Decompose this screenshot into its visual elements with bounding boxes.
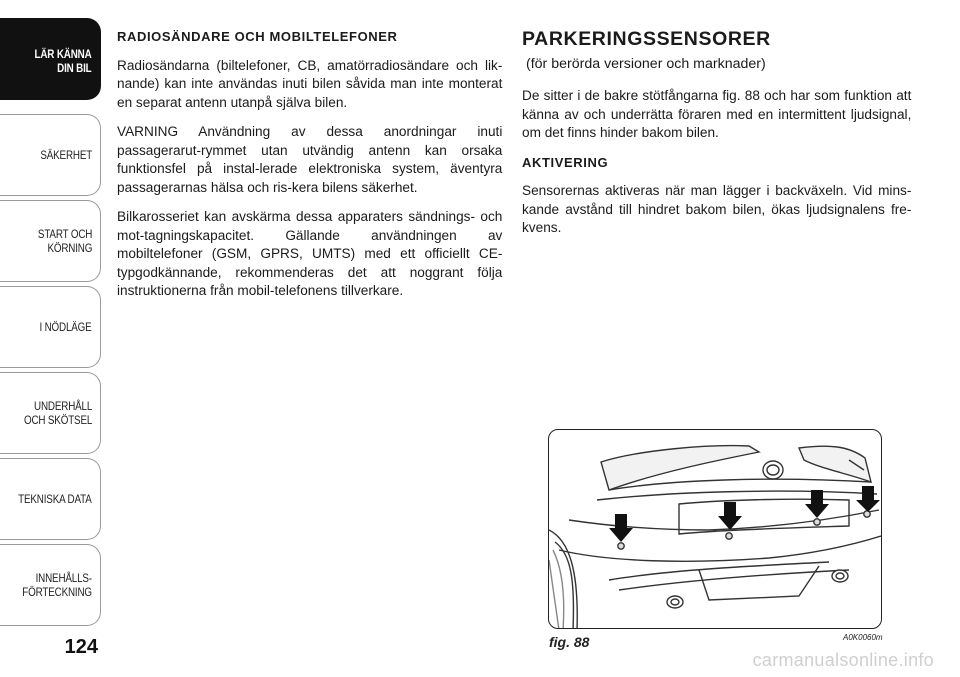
tab-label: LÄR KÄNNA DIN BIL [34,47,92,75]
figure-88 [548,429,882,629]
tab-label: SÄKERHET [40,148,92,162]
paragraph: Bilkarosseriet kan avskärma dessa apparaters sändnings- och mot-tagningskapacitet. Gällande användningen av mobiltelefoner (GSM, GPRS, UMTS) med ett officiellt CE-typgodkännande, rekommenderas det att noggrant följa instruktionerna från mobil-telefonens tillverkare. [117,209,503,299]
arrow-down-icon [805,490,829,518]
tab-label: START OCH KÖRNING [37,227,92,255]
arrow-down-icon [856,486,880,512]
availability-note: (för berörda versioner och marknader) [526,55,766,72]
tab-lar-kanna-din-bil[interactable] [0,18,101,100]
page-number: 124 [64,636,98,658]
paragraph: De sitter i de bakre stötfångarna fig. 88 och har som funktion att känna av och underrätta föraren med en intermittent ljudsignal, om det finns hinder bakom bilen. [522,88,912,141]
tab-label: I NÖDLÄGE [39,320,92,334]
tab-label: UNDERHÅLL OCH SKÖTSEL [23,399,92,427]
sub-heading-activation: AKTIVERING [522,154,609,170]
figure-code: A0K0060m [843,633,883,642]
section-heading-parking-sensors: PARKERINGSSENSORER [522,28,771,50]
paragraph: Sensorernas aktiveras när man lägger i backväxeln. Vid mins-kande avstånd till hindret bakom bilen, ökas ljudsignalens fre-kvens. [522,183,912,236]
right-column [522,28,912,249]
tab-label: TEKNISKA DATA [18,492,92,506]
tab-underhall-och-skotsel[interactable] [0,372,101,454]
watermark: carmanualsonline.info [752,650,934,670]
left-column [117,28,503,312]
tab-label: INNEHÅLLS- FÖRTECKNING [22,571,92,599]
tab-tekniska-data[interactable] [0,458,101,540]
tab-i-nodlage[interactable] [0,286,101,368]
warning-paragraph: VARNING Användning av dessa anordningar inuti passagerarut-rymmet utan utvändig antenn kan orsaka funktionsfel på instal-lerade elektroniska system, äventyra passagerarnas hälsa och ris-kera bilens säkerhet. [117,124,503,196]
section-heading-radio: RADIOSÄNDARE OCH MOBILTELEFONER [117,29,398,44]
tab-start-och-korning[interactable] [0,200,101,282]
arrow-down-icon [718,502,742,530]
car-rear-illustration [549,430,882,629]
arrow-down-icon [609,514,633,542]
paragraph: Radiosändarna (biltelefoner, CB, amatörradiosändare och lik-nande) kan inte användas inuti bilen såvida man inte monterat en separat antenn utanpå själva bilen. [117,57,503,111]
figure-label: fig. 88 [549,634,590,650]
tab-sakerhet[interactable] [0,114,101,196]
tab-innehallsforteckning[interactable] [0,544,101,626]
